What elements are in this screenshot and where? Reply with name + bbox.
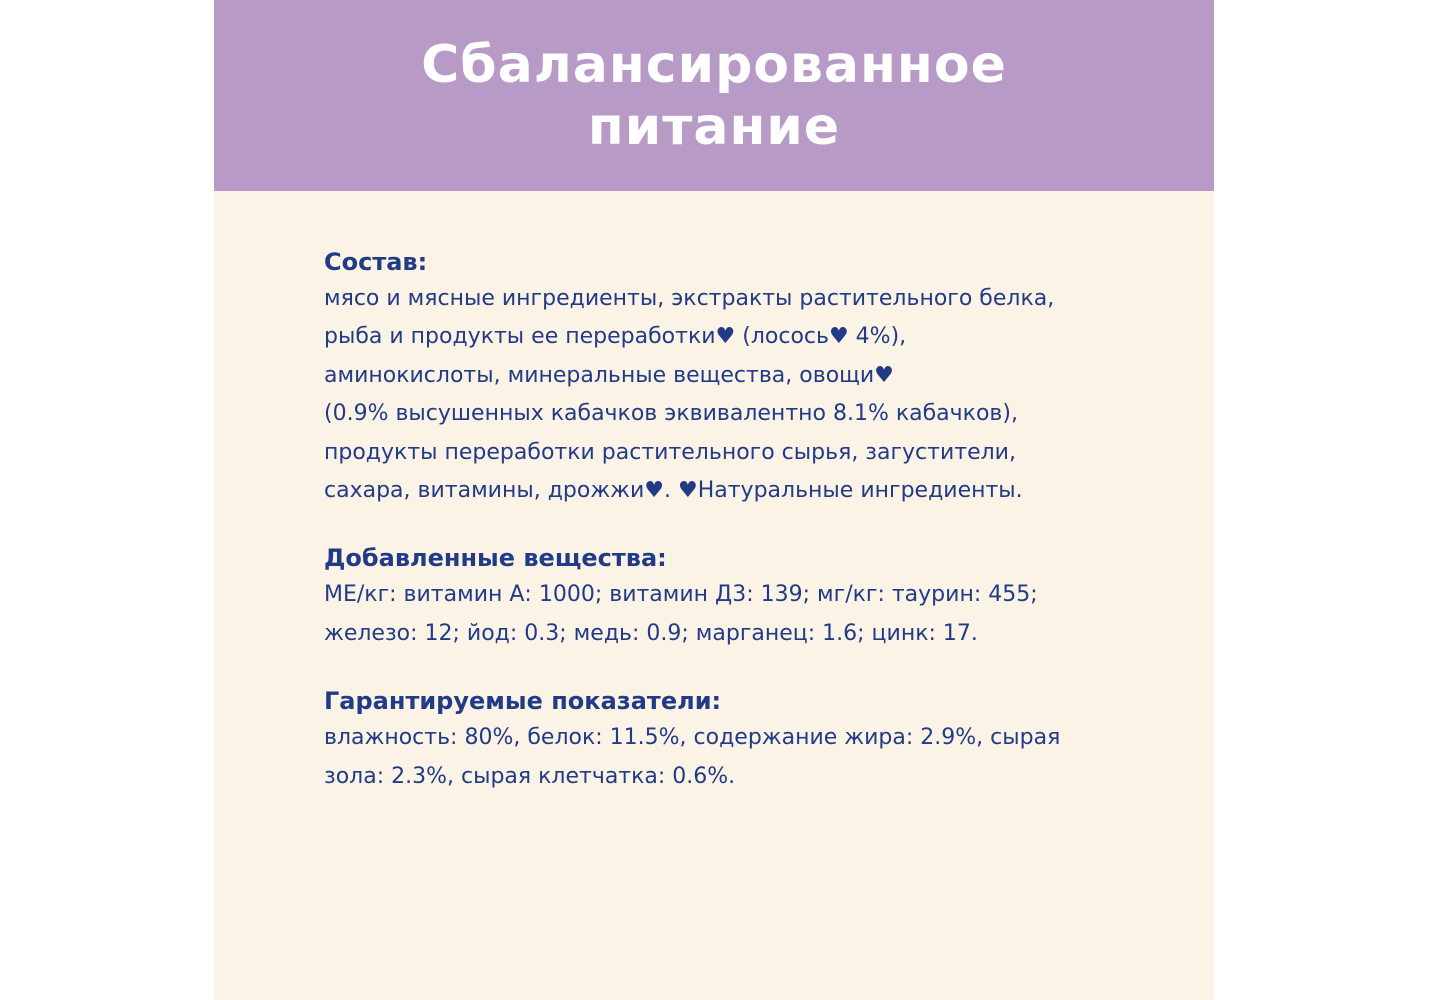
composition-line: продукты переработки растительного сырья, загустители, (324, 439, 1016, 465)
page-title-line-2: питание (587, 97, 841, 157)
additives-line: МЕ/кг: витамин А: 1000; витамин Д3: 139; мг/кг: таурин: 455; (324, 582, 1038, 608)
composition-line: сахара, витамины, дрожжи♥. ♥Натуральные ингредиенты. (324, 478, 1023, 504)
composition-heading: Состав: (324, 248, 428, 276)
title-banner (214, 0, 1214, 191)
guaranteed-heading: Гарантируемые показатели: (324, 687, 722, 716)
composition-line: рыба и продукты ее переработки♥ (лосось♥ 4%), (324, 324, 907, 350)
additives-heading: Добавленные вещества: (324, 544, 667, 573)
guaranteed-line: зола: 2.3%, сырая клетчатка: 0.6%. (324, 763, 736, 789)
composition-section (324, 244, 1124, 510)
guaranteed-line: влажность: 80%, белок: 11.5%, содержание жира: 2.9%, сырая (324, 725, 1061, 751)
additives-line: железо: 12; йод: 0.3; медь: 0.9; марганец: 1.6; цинк: 17. (324, 620, 978, 646)
page-title-line-1: Сбалансированное (421, 35, 1007, 95)
nutrition-content (324, 244, 1124, 826)
guaranteed-section (324, 683, 1124, 796)
additives-section (324, 540, 1124, 653)
product-info-card (214, 0, 1214, 1000)
composition-line: мясо и мясные ингредиенты, экстракты растительного белка, (324, 286, 1055, 311)
composition-line: аминокислоты, минеральные вещества, овощи♥ (324, 362, 894, 388)
page-title (214, 34, 1214, 158)
composition-line: (0.9% высушенных кабачков эквивалентно 8.1% кабачков), (324, 401, 1018, 427)
